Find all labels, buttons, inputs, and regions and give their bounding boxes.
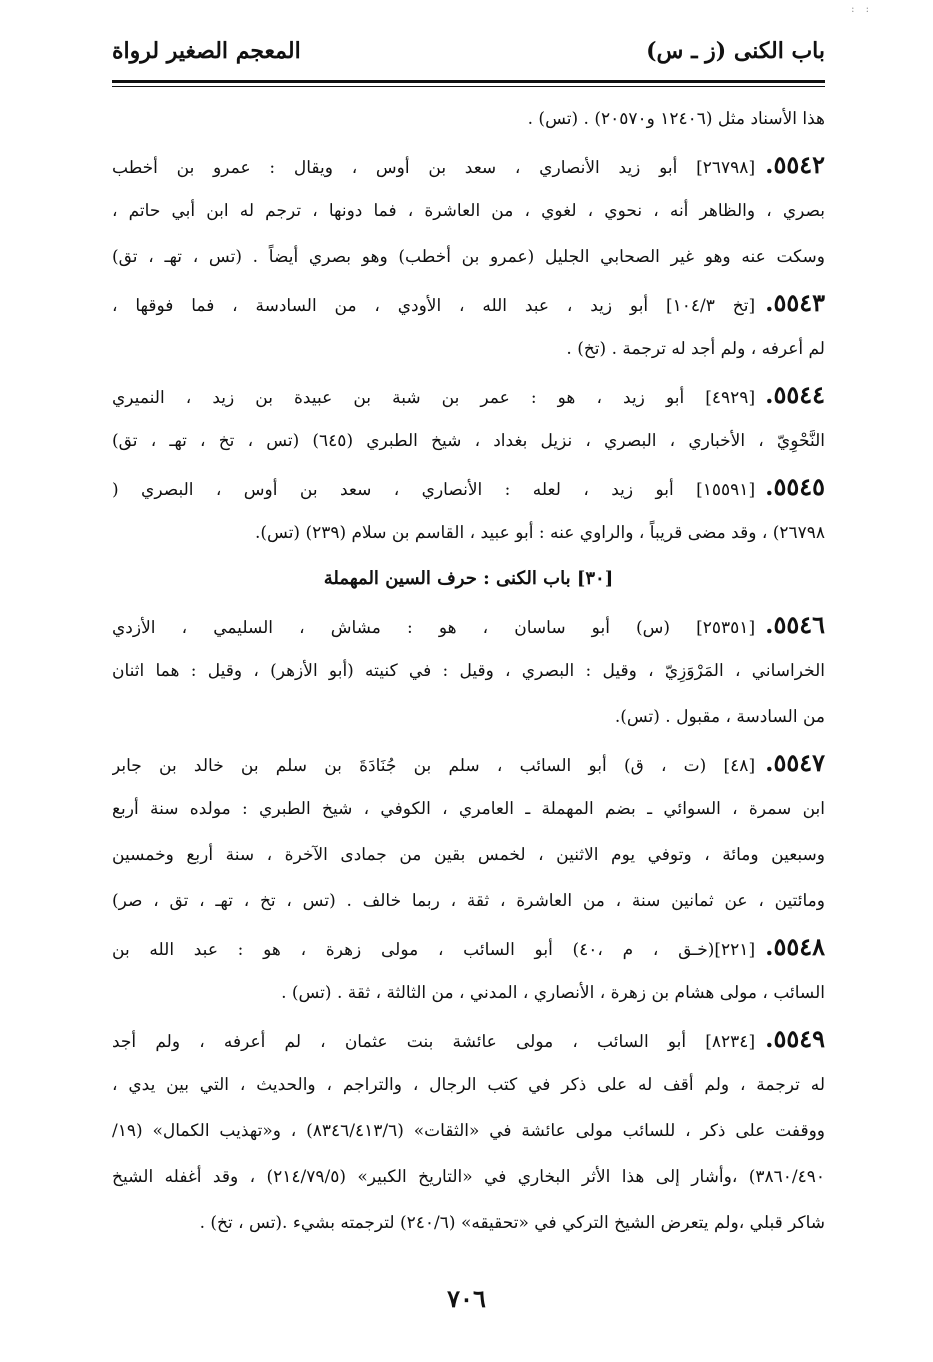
text-line (112, 602, 825, 648)
text-line (112, 1108, 825, 1154)
line-text: له ترجمة ، ولم أقف له على ذكر في كتب الرجال ، والتراجم ، والحديث ، التي بين يدي ، (112, 1075, 825, 1095)
text-line (112, 740, 825, 786)
text-line (112, 970, 825, 1016)
line-text: [٢٥٣٥١] (س) أبو ساسان ، هو : مشاش ، السليمي ، الأزدي (112, 618, 756, 638)
text-line (112, 418, 825, 464)
text-line (112, 464, 825, 510)
text-line (112, 96, 825, 142)
line-text: النَّحْوِيّ ، الأخباري ، البصري ، نزيل بغداد ، شيخ الطبري (٦٤٥) (تس ، تخ ، تهـ ، تق) (112, 431, 825, 451)
line-text: من السادسة ، مقبول . (تس). (614, 707, 825, 727)
line-text: ٣٨٦٠/٤٩٠) ،وأشار إلى هذا الأثر البخاري في «التاريخ الكبير» (٢١٤/٧٩/٥) ، وقد أغفله الشيخ (112, 1167, 825, 1187)
entry-number: ٥٥٤٣. (765, 288, 825, 317)
entry-number: ٥٥٤٧. (765, 748, 825, 777)
text-line (112, 326, 825, 372)
entry-number: ٥٥٤٨. (765, 932, 825, 961)
header-rule-thin (112, 86, 825, 87)
line-text: [٢٦٧٩٨] أبو زيد الأنصاري ، سعد بن أوس ، ويقال : عمرو بن أخطب (112, 158, 756, 178)
line-text: [تخ ١٠٤/٣] أبو زيد ، عبد الله ، الأودي ، من السادسة ، فما فوقها ، (112, 296, 756, 316)
text-line (112, 1200, 825, 1246)
text-line (112, 1016, 825, 1062)
line-text: [١٥٥٩١] أبو زيد ، لعله : الأنصاري ، سعد بن أوس ، البصري ( (112, 480, 756, 500)
running-header (112, 38, 825, 78)
line-text: ووقفت على ذكر ، للسائب مولى عائشة في «الثقات» (٨٣٤٦/٤١٣/٦) ، و«تهذيب الكمال» (١٩/ (112, 1121, 825, 1141)
line-text: شاكر قبلي ،ولم يتعرض الشيخ التركي في «تحقيقه» (٢٤٠/٦) لترجمته بشيء .(تس ، تخ) . (199, 1213, 825, 1233)
text-line (112, 648, 825, 694)
text-line (112, 234, 825, 280)
line-text: الخراساني ، المَرْوَزِيّ ، وقيل : البصري ، وقيل : في كنيته (أبو الأزهر) ، وقيل : هما اثنان (112, 661, 825, 681)
text-line (112, 694, 825, 740)
section-heading: [٣٠] باب الكنى : حرف السين المهملة (323, 568, 614, 589)
page-number: ٧٠٦ (447, 1284, 486, 1313)
entry-number: ٥٥٤٤. (765, 380, 825, 409)
entry-number: ٥٥٤٦. (765, 610, 825, 639)
text-line (112, 372, 825, 418)
book-title: المعجم الصغير لرواة (112, 38, 301, 64)
text-line (112, 832, 825, 878)
line-text: [٤٩٢٩] أبو زيد ، هو : عمر بن شبة بن عبيدة بن زيد ، النميري (112, 388, 756, 408)
line-text: [٨٢٣٤] أبو السائب ، مولى عائشة بنت عثمان ، لم أعرفه ، ولم أجد (112, 1032, 756, 1052)
line-text: بصري ، والظاهر أنه ، نحوي ، لغوي ، من العاشرة ، فما دونها ، ترجم له ابن أبي حاتم ، (112, 201, 825, 221)
entry-number: ٥٥٤٥. (765, 472, 825, 501)
line-text: ٢٦٧٩٨) ، وقد مضى قريباً ، والراوي عنه : أبو عبيد ، القاسم بن سلام (٢٣٩) (تس). (254, 523, 825, 543)
text-line (112, 142, 825, 188)
header-rule-thick (112, 80, 825, 83)
corner-marks: : : (851, 4, 873, 15)
entry-number: ٥٥٤٩. (765, 1024, 825, 1053)
line-text: وسكت عنه وهو غير الصحابي الجليل (عمرو بن أخطب) وهو بصري أيضاً . (تس ، تهـ ، تق) (112, 247, 825, 267)
text-line (112, 1154, 825, 1200)
line-text: ابن سمرة ، السوائي ـ بضم المهملة ـ العامري ، الكوفي ، شيخ الطبري : مولده سنة أربع (112, 799, 825, 819)
text-line (112, 878, 825, 924)
line-text: وسبعين ومائة ، وتوفي يوم الاثنين ، لخمس بقين من جمادى الآخرة ، سنة أربع وخمسين (112, 845, 825, 865)
line-text: لم أعرفه ، ولم أجد له ترجمة . (تخ) . (566, 339, 825, 359)
line-text: السائب ، مولى هشام بن زهرة ، الأنصاري ، المدني ، من الثالثة ، ثقة . (تس) . (281, 983, 825, 1003)
line-text: ومائتين ، عن ثمانين سنة ، من العاشرة ، ثقة ، ربما خالف . (تس ، تخ ، تهـ ، تق ، صر) (112, 891, 825, 911)
line-text: هذا الأسناد مثل (١٢٤٠٦ و٢٠٥٧٠) . (تس) . (527, 109, 825, 129)
text-line (112, 188, 825, 234)
page-body (112, 96, 825, 1246)
line-text: [٢٢١](خـق ، م ،٤٠) أبو السائب ، مولى زهرة ، هو : عبد الله بن (112, 940, 756, 960)
text-line (112, 510, 825, 556)
text-line (112, 786, 825, 832)
text-line (112, 280, 825, 326)
line-text: [٤٨] (ت ، ق) أبو السائب ، سلم بن جُنَادَةَ بن سلم بن خالد بن جابر (112, 756, 756, 776)
text-line (112, 1062, 825, 1108)
entry-number: ٥٥٤٢. (765, 150, 825, 179)
text-line (112, 924, 825, 970)
chapter-title: باب الكنى (ز ـ س) (646, 38, 825, 64)
